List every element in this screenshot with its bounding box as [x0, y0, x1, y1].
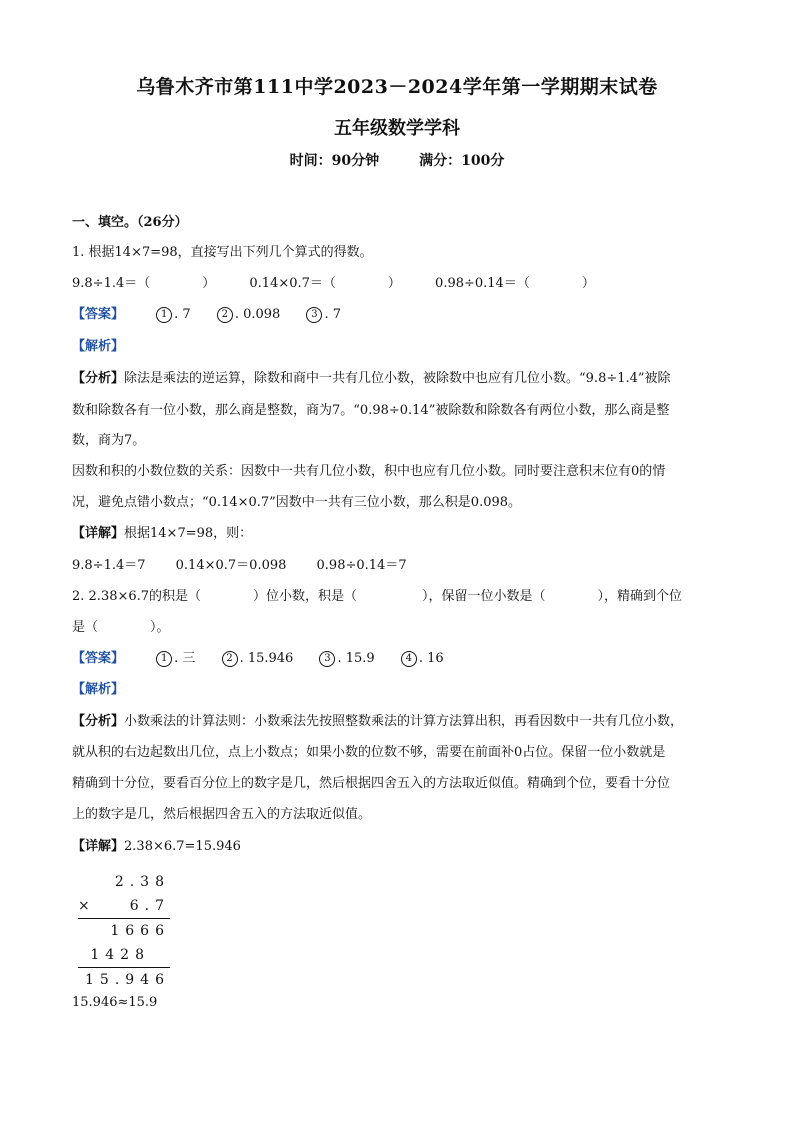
q1-answer [72, 306, 341, 324]
answer-item: 4 . 16 [401, 650, 444, 668]
answer-item: 2 . 0.098 [217, 306, 280, 324]
exam-info [0, 150, 794, 170]
q1-blank-3: 0.98÷0.14＝（ ） [435, 276, 595, 291]
q2-fenxi-4: 上的数字是几，然后根据四舍五入的方法取近似值。 [72, 807, 372, 822]
calc-row: 2.38 [114, 874, 170, 890]
calc-row: 15.946 [85, 972, 170, 988]
q2-fenxi-1: 【分析】小数乘法的计算法则：小数乘法先按照整数乘法的计算方法算出积，再看因数中一共有几位小数， [72, 714, 684, 729]
answer-item: 1 . 三 [156, 650, 195, 668]
q1-fenxi-1: 【分析】除法是乘法的逆运算，除数和商中一共有几位小数，被除数中也应有几位小数。“9.8÷1.4”被除 [72, 371, 671, 386]
q1-result-1: 9.8÷1.4＝7 [72, 558, 146, 573]
q1-result-2: 0.14×0.7＝0.098 [175, 558, 287, 573]
answer-item: 3 . 7 [306, 306, 341, 324]
answer-item: 1 . 7 [156, 306, 191, 324]
q2-approx: 15.946≈15.9 [72, 995, 158, 1010]
times-sign: × [78, 898, 90, 914]
q1-fenxi-2: 数和除数各有一位小数，那么商是整数，商为7。“0.98÷0.14”被除数和除数各有两位小数，那么商是整 [72, 403, 670, 418]
q2-stem-1: 2. 2.38×6.7的积是（ ）位小数，积是（ ），保留一位小数是（ ），精确到个位 [72, 589, 683, 604]
answer-label: 【答案】 [72, 651, 125, 666]
q2-stem-2: 是（ ）。 [72, 620, 170, 635]
answer-item: 2 . 15.946 [222, 650, 294, 668]
analysis-label: 【解析】 [72, 682, 125, 697]
q1-detail: 【详解】根据14×7=98，则： [72, 526, 253, 541]
q1-fenxi-4: 因数和积的小数位数的关系：因数中一共有几位小数，积中也应有几位小数。同时要注意积末位有0的情 [72, 464, 666, 479]
calc-row: 1428 [90, 947, 150, 963]
q1-result-3: 0.98÷0.14＝7 [316, 558, 407, 573]
q1-blank-2: 0.14×0.7＝（ ） [249, 276, 401, 291]
q1-fenxi-5: 况，避免点错小数点；“0.14×0.7”因数中一共有三位小数，那么积是0.098。 [72, 495, 522, 510]
q2-fenxi-2: 就从积的右边起数出几位，点上小数点；如果小数的位数不够，需要在前面补0占位。保留一位小数就是 [72, 745, 666, 760]
exam-time: 时间：90分钟 [289, 153, 380, 169]
answer-item: 3 . 15.9 [319, 650, 374, 668]
q1-results [72, 557, 407, 575]
q1-fenxi-3: 数，商为7。 [72, 433, 146, 448]
q1-stem: 1. 根据14×7=98，直接写出下列几个算式的得数。 [72, 245, 373, 260]
q2-fenxi-3: 精确到十分位，要看百分位上的数字是几，然后根据四舍五入的方法取近似值。精确到个位，要看十分位 [72, 776, 671, 791]
answer-label: 【答案】 [72, 307, 125, 322]
section-heading: 一、填空。（26分） [72, 215, 188, 230]
calc-row: 1666 [110, 923, 170, 939]
calc-row: × 6.7 [78, 894, 170, 918]
exam-score: 满分：100分 [419, 153, 505, 169]
q2-answer [72, 650, 444, 668]
analysis-label: 【解析】 [72, 339, 125, 354]
q1-blank-1: 9.8÷1.4＝（ ） [72, 276, 216, 291]
q2-detail: 【详解】2.38×6.7=15.946 [72, 839, 241, 854]
vertical-multiplication [78, 870, 170, 992]
q1-blanks [72, 275, 595, 293]
exam-title: 乌鲁木齐市第111中学2023－2024学年第一学期期末试卷 [136, 76, 658, 98]
exam-subject: 五年级数学学科 [334, 118, 460, 139]
